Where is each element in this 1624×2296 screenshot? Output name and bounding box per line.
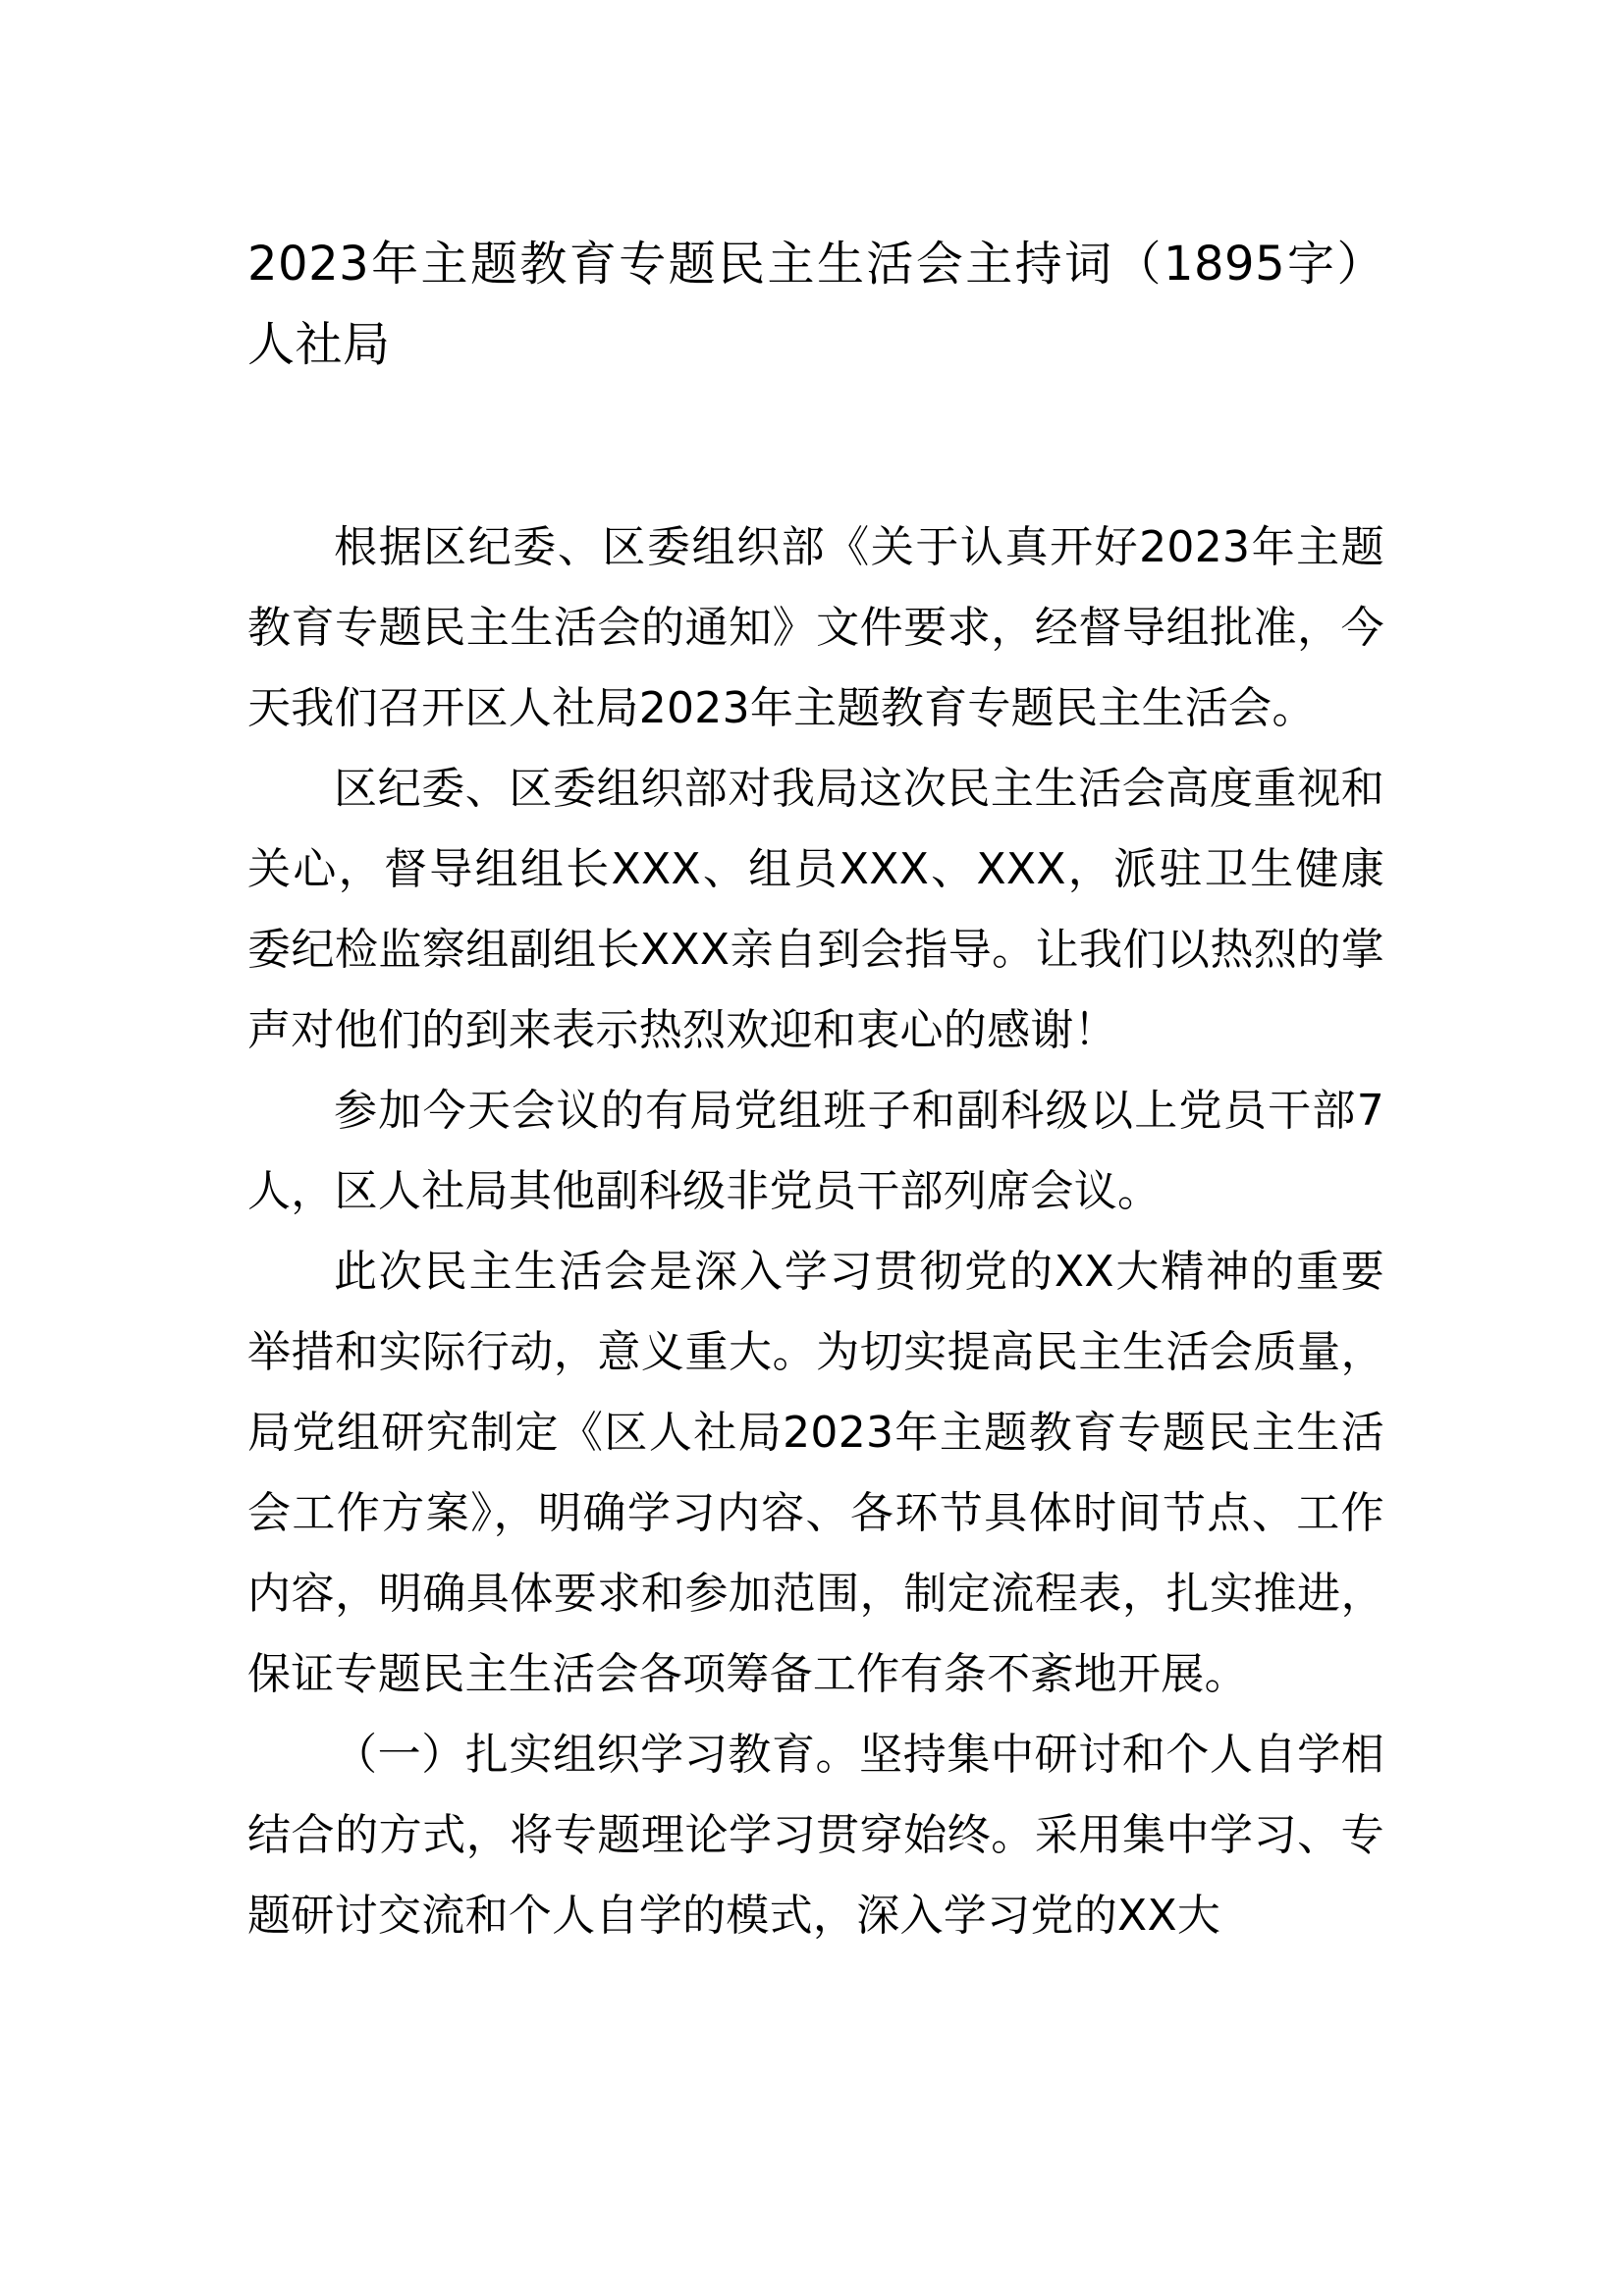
paragraph-study-education: （一）扎实组织学习教育。坚持集中研讨和个人自学相结合的方式，将专题理论学习贯穿始终。采用集中学习、专题研讨交流和个人自学的模式，深入学习党的XX大 [247, 1730, 1384, 1941]
document-body [247, 507, 1384, 1956]
paragraph-attendees: 参加今天会议的有局党组班子和副科级以上党员干部7人，区人社局其他副科级非党员干部列席会议。 [247, 1086, 1384, 1216]
document-title: 2023年主题教育专题民主生活会主持词（1895字）人社局 [247, 237, 1384, 372]
paragraph-welcome-guests: 区纪委、区委组织部对我局这次民主生活会高度重视和关心，督导组组长XXX、组员XXX、XXX，派驻卫生健康委纪检监察组副组长XXX亲自到会指导。让我们以热烈的掌声对他们的到来表示热烈欢迎和衷心的感谢！ [247, 764, 1384, 1055]
paragraph-opening: 根据区纪委、区委组织部《关于认真开好2023年主题教育专题民主生活会的通知》文件要求，经督导组批准，今天我们召开区人社局2023年主题教育专题民主生活会。 [247, 522, 1384, 733]
paragraph-significance: 此次民主生活会是深入学习贯彻党的XX大精神的重要举措和实际行动，意义重大。为切实提高民主生活会质量，局党组研究制定《区人社局2023年主题教育专题民主生活会工作方案》，明确学习内容、各环节具体时间节点、工作内容，明确具体要求和参加范围，制定流程表，扎实推进，保证专题民主生活会各项筹备工作有条不紊地开展。 [247, 1247, 1384, 1699]
document-page [247, 224, 1384, 1956]
